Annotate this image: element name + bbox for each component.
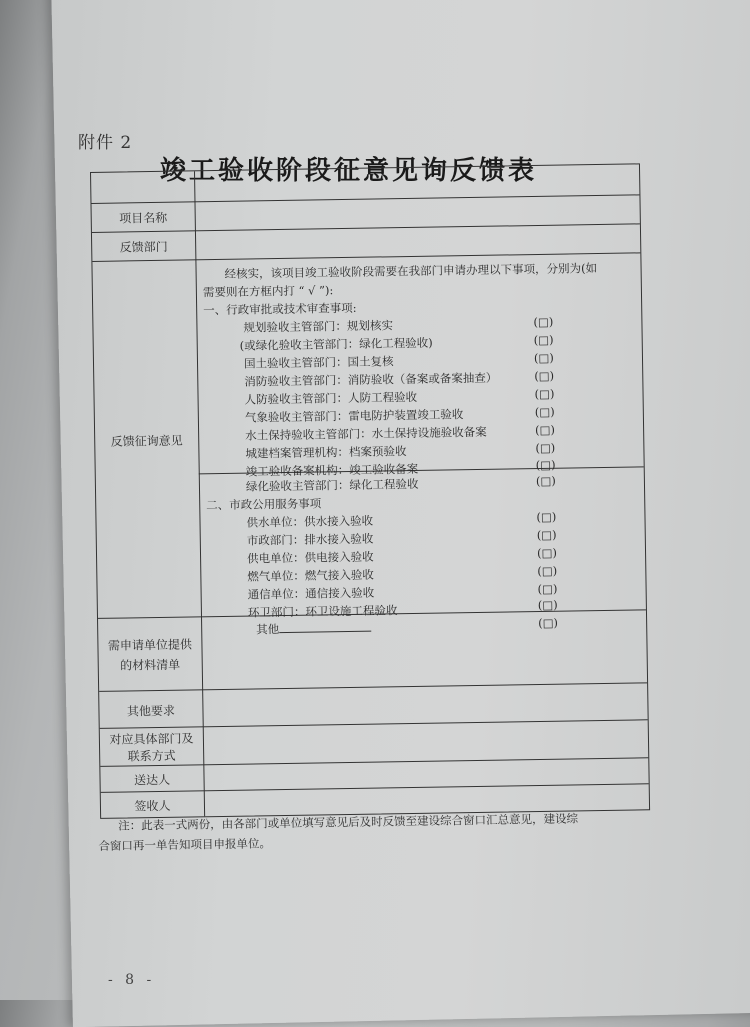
s2-checkbox-water[interactable]: (□) [536,509,557,525]
s2-item-drainage: 市政部门：排水接入验收 [246,531,374,548]
s1-item-archives: 城建档案管理机构：档案预验收 [245,444,407,461]
row-divider [91,194,639,204]
footnote-line1: 注：此表一式两份，由各部门或单位填写意见后及时反馈至建设综合窗口汇总意见，建设综 [118,811,579,833]
s1-item-greening: 绿化验收主管部门：绿化工程验收 [245,476,419,494]
s2-checkbox-other[interactable]: (□) [538,615,559,631]
s1-checkbox-greening-alt[interactable]: (□) [533,332,554,348]
s1-item-land: 国土验收主管部门：国土复核 [243,354,394,371]
label-sender: 送达人 [133,772,171,788]
label-receiver: 签收人 [134,798,171,814]
s1-item-completion-filing: 竣工验收备案机构：竣工验收备案 [245,461,419,479]
s1-item-meteorology: 气象验收主管部门：雷电防护装置竣工验收 [244,407,464,425]
s1-checkbox-land[interactable]: (□) [533,350,554,366]
footnote-line2: 合窗口再一单告知项目申报单位。 [98,836,272,853]
s1-item-soil-water: 水土保持验收主管部门：水土保持设施验收备案 [245,424,487,443]
s2-item-other-label: 其他 [256,622,280,637]
s1-checkbox-completion-filing[interactable]: (□) [535,457,556,473]
s2-checkbox-gas[interactable]: (□) [537,563,558,579]
label-project-name: 项目名称 [119,210,168,226]
s1-item-greening-alt: (或绿化验收主管部门：绿化工程验收) [239,335,433,353]
s2-item-sanitation: 环卫部门：环卫设施工程验收 [247,603,398,620]
s1-item-civil-defense: 人防验收主管部门：人防工程验收 [244,389,418,407]
s1-checkbox-planning[interactable]: (□) [533,314,554,330]
row-divider [100,719,648,729]
label-contact-line2: 联系方式 [127,748,176,764]
form-title: 竣工验收阶段征意见询反馈表 [160,156,538,186]
s2-item-gas: 燃气单位：燃气接入验收 [247,567,374,584]
row-divider [99,682,647,692]
s2-item-other [256,620,371,638]
s1-checkbox-greening[interactable]: (□) [535,473,556,489]
s2-checkbox-power[interactable]: (□) [536,545,557,561]
column-divider [194,171,205,816]
intro-line2: 需要则在方框内打 “ √ ”): [202,283,334,300]
label-contact-line1: 对应具体部门及 [109,731,194,747]
s1-checkbox-soil-water[interactable]: (□) [534,422,556,438]
s2-checkbox-sanitation[interactable]: (□) [537,597,558,613]
s1-checkbox-meteorology[interactable]: (□) [534,404,555,420]
annex-label: 附件 2 [78,133,133,153]
s1-checkbox-archives[interactable]: (□) [535,440,556,456]
s2-checkbox-drainage[interactable]: (□) [536,527,557,543]
s2-item-water: 供水单位：供水接入验收 [246,513,374,530]
s1-checkbox-civil-defense[interactable]: (□) [534,386,555,402]
label-materials-line1: 需申请单位提供 [107,637,193,653]
s2-item-power: 供电单位：供电接入验收 [246,549,374,566]
page-number: - 8 - [108,972,156,988]
s2-checkbox-telecom[interactable]: (□) [537,581,558,597]
label-feedback-dept: 反馈部门 [119,239,168,255]
s1-item-planning: 规划验收主管部门：规划核实 [243,318,394,335]
label-other-requirements: 其他要求 [126,703,176,719]
s1-checkbox-fire[interactable]: (□) [534,368,555,384]
other-fill-blank[interactable] [279,621,371,633]
label-feedback-opinion: 反馈征询意见 [110,433,183,449]
section1-heading: 一、行政审批或技术审查事项: [203,300,357,318]
feedback-form-table [90,163,650,819]
s1-item-fire: 消防验收主管部门：消防验收（备案或备案抽查） [244,370,498,389]
label-materials-line2: 的材料清单 [120,657,181,673]
s2-item-telecom: 通信单位：通信接入验收 [247,585,375,602]
intro-line1: 经核实，该项目竣工验收阶段需要在我部门申请办理以下事项，分别为(如 [224,261,598,281]
section2-heading: 二、市政公用服务事项 [206,496,322,513]
